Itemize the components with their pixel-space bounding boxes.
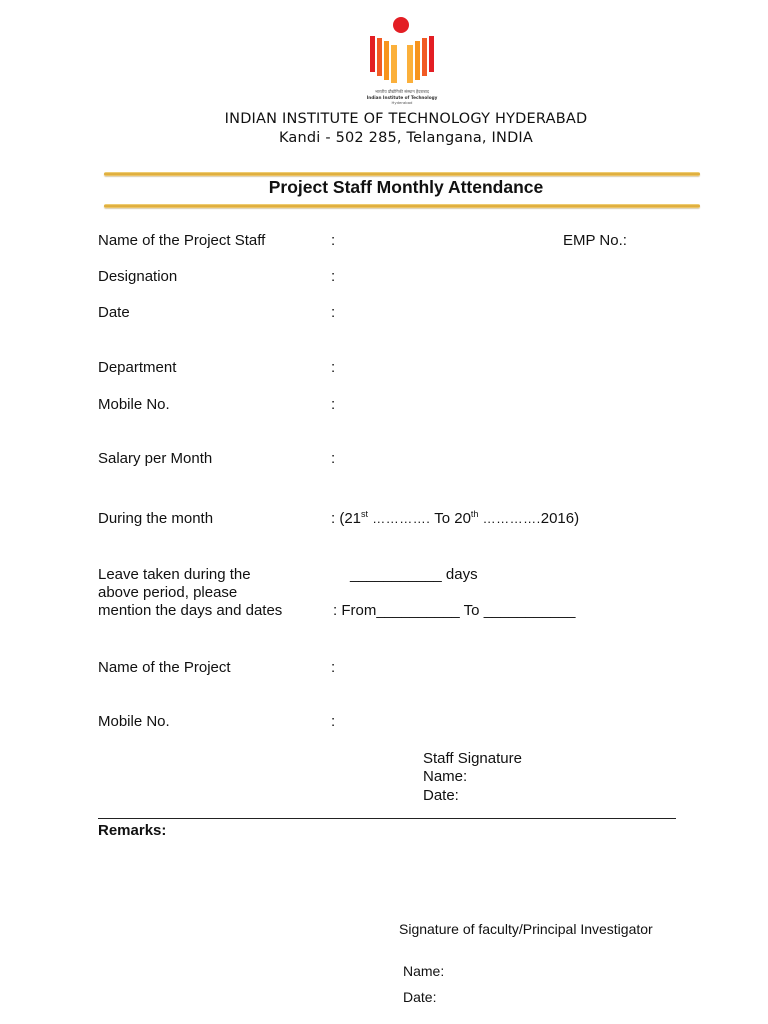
title-bar-top	[104, 172, 700, 176]
field-period-value	[331, 510, 579, 527]
field-leave-label-line2: above period, please	[98, 584, 238, 601]
institute-name: INDIAN INSTITUTE OF TECHNOLOGY HYDERABAD	[224, 111, 588, 127]
field-date-label: Date	[98, 304, 130, 321]
logo-caption-hindi: भारतीय प्रौद्योगिकी संस्थान हैदराबाद	[375, 89, 429, 94]
field-mobile-label: Mobile No.	[98, 396, 170, 413]
leave-to-blank[interactable]: ___________	[483, 602, 576, 619]
field-designation-label: Designation	[98, 268, 178, 285]
field-leave-label-line3: mention the days and dates	[98, 602, 283, 619]
logo-dot	[393, 17, 409, 33]
title-bar-bottom	[104, 204, 700, 208]
period-open: : (21	[331, 510, 362, 527]
logo-caption-english: Indian Institute of Technology	[366, 95, 438, 100]
institute-address: Kandi - 502 285, Telangana, INDIA	[278, 130, 534, 146]
period-sup-th: th	[470, 509, 479, 519]
staff-signature-label: Staff Signature	[423, 750, 522, 767]
leave-to-label: To	[459, 602, 484, 619]
field-project-name-colon: :	[331, 659, 336, 676]
field-staff-name-colon: :	[331, 232, 336, 249]
form-title: Project Staff Monthly Attendance	[268, 177, 544, 197]
field-leave-dates	[333, 602, 575, 619]
leave-from-blank[interactable]: __________	[376, 602, 460, 619]
field-leave-days	[350, 566, 478, 583]
field-mobile-colon: :	[331, 396, 336, 413]
field-salary-label: Salary per Month	[98, 450, 213, 467]
field-salary-colon: :	[331, 450, 336, 467]
field-during-month-label: During the month	[98, 510, 214, 527]
staff-date-label: Date:	[423, 787, 459, 804]
period-dots-2: ………….	[482, 511, 541, 526]
leave-from-prefix: : From	[333, 602, 377, 619]
period-to: To 20	[430, 510, 471, 527]
logo-caption-city: Hyderabad	[391, 100, 413, 105]
field-emp-no-label: EMP No.:	[563, 232, 627, 249]
remarks-label: Remarks:	[98, 822, 167, 839]
field-leave-label-line1: Leave taken during the	[98, 566, 251, 583]
field-mobile2-label: Mobile No.	[98, 713, 170, 730]
logo-bars-left	[370, 36, 397, 83]
field-designation-colon: :	[331, 268, 336, 285]
field-mobile2-colon: :	[331, 713, 336, 730]
field-department-label: Department	[98, 359, 177, 376]
faculty-date-label: Date:	[403, 989, 437, 1005]
field-date-colon: :	[331, 304, 336, 321]
field-staff-name-label: Name of the Project Staff	[98, 232, 266, 249]
period-close: 2016)	[540, 510, 580, 527]
logo-bars-right	[407, 36, 434, 83]
faculty-name-label: Name:	[403, 963, 445, 979]
field-project-name-label: Name of the Project	[98, 659, 231, 676]
staff-name-label: Name:	[423, 768, 468, 785]
iit-hyderabad-logo	[366, 16, 444, 116]
leave-days-blank[interactable]: ___________	[350, 566, 442, 583]
period-sup-st: st	[361, 509, 369, 519]
faculty-signature-label: Signature of faculty/Principal Investigator	[399, 921, 653, 937]
period-dots-1: ………….	[372, 511, 431, 526]
field-department-colon: :	[331, 359, 336, 376]
leave-days-suffix: days	[441, 566, 478, 583]
remarks-divider	[98, 818, 676, 819]
